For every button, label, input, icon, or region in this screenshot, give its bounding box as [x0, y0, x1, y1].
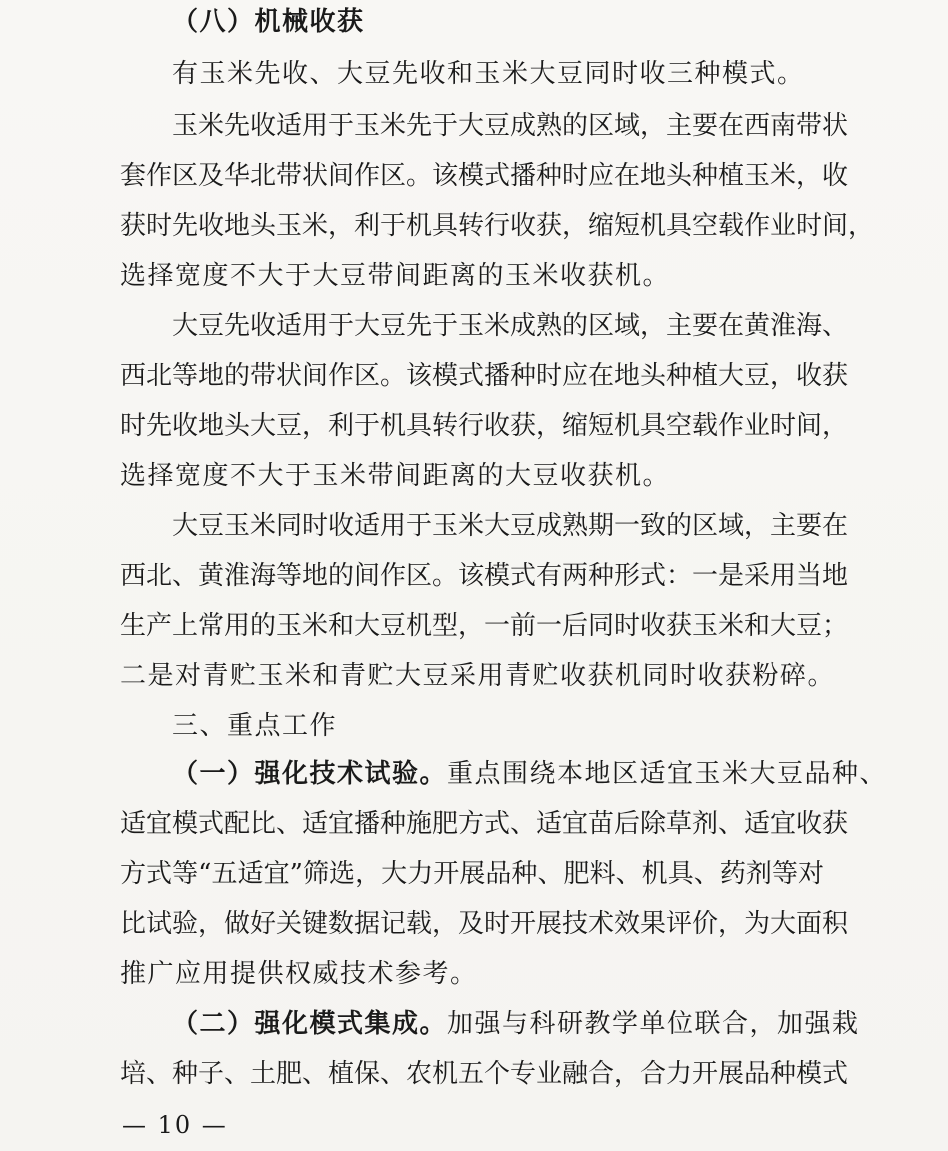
paragraph-line: 选择宽度不大于大豆带间距离的玉米收获机。	[120, 261, 671, 291]
section-heading-key-work: 三、重点工作	[172, 711, 338, 741]
paragraph-line: 时先收地头大豆，利于机具转行收获，缩短机具空载作业时间，	[120, 411, 849, 441]
item-title-model-integration: （二）强化模式集成。	[172, 1009, 448, 1039]
paragraph-line: 大豆玉米同时收适用于玉米大豆成熟期一致的区域，主要在	[172, 511, 849, 541]
paragraph-line: 培、种子、土肥、植保、农机五个专业融合，合力开展品种模式	[120, 1059, 849, 1089]
paragraph-line: 选择宽度不大于玉米带间距离的大豆收获机。	[120, 461, 671, 491]
item-title-technical-trials: （一）强化技术试验。	[172, 759, 448, 789]
paragraph-line: 玉米先收适用于玉米先于大豆成熟的区域，主要在西南带状	[172, 111, 849, 141]
paragraph-line: 比试验，做好关键数据记载，及时开展技术效果评价，为大面积	[120, 909, 849, 939]
page-number: — 10 —	[122, 1111, 228, 1139]
paragraph-line: 适宜模式配比、适宜播种施肥方式、适宜苗后除草剂、适宜收获	[120, 809, 849, 839]
item-text: 加强与科研教学单位联合，加强栽	[447, 1009, 860, 1039]
paragraph-line: 西北等地的带状间作区。该模式播种时应在地头种植大豆，收获	[120, 361, 849, 391]
paragraph-line: 方式等“五适宜”筛选，大力开展品种、肥料、机具、药剂等对	[120, 859, 824, 889]
item-first-line	[172, 758, 948, 790]
paragraph-line: 推广应用提供权威技术参考。	[120, 959, 478, 989]
item-text: 重点围绕本地区适宜玉米大豆品种、	[447, 759, 888, 789]
paragraph-line: 大豆先收适用于大豆先于玉米成熟的区域，主要在黄淮海、	[172, 311, 849, 341]
section-heading-mechanical-harvest: （八）机械收获	[172, 7, 365, 37]
paragraph-line: 有玉米先收、大豆先收和玉米大豆同时收三种模式。	[172, 59, 805, 89]
item-first-line	[172, 1008, 948, 1040]
paragraph-line: 获时先收地头玉米，利于机具转行收获，缩短机具空载作业时间，	[120, 211, 875, 241]
paragraph-line: 西北、黄淮海等地的间作区。该模式有两种形式：一是采用当地	[120, 561, 849, 591]
paragraph-line: 二是对青贮玉米和青贮大豆采用青贮收获机同时收获粉碎。	[120, 661, 836, 691]
paragraph-line: 生产上常用的玉米和大豆机型，一前一后同时收获玉米和大豆；	[120, 611, 849, 641]
paragraph-line: 套作区及华北带状间作区。该模式播种时应在地头种植玉米，收	[120, 161, 849, 191]
